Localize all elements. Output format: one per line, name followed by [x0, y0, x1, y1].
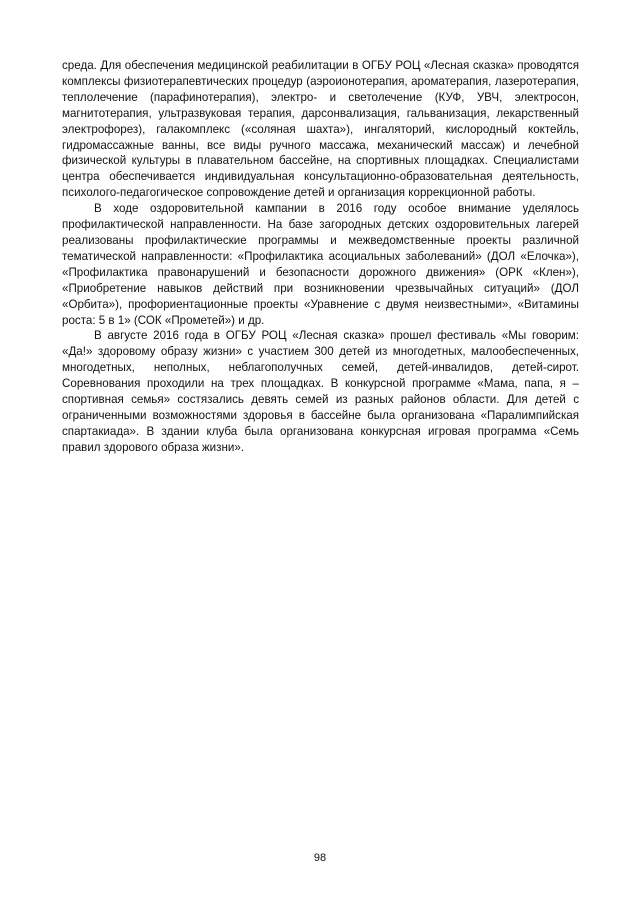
paragraph-festival: В августе 2016 года в ОГБУ РОЦ «Лесная сказка» прошел фестиваль «Мы говорим: «Да!» здоровому образу жизни» с участием 300 детей из многодетных, малообеспеченных, многодетных, неполных, неблагополучных семей, детей-инвалидов, детей-сирот. Соревнования проходили на трех площадках. В конкурсной программе «Мама, папа, я – спортивная семья» состязались девять семей из разных районов области. Для детей с ограниченными возможностями здоровья в бассейне была организована «Паралимпийская спартакиада». В здании клуба была организована конкурсная игровая программа «Семь правил здорового образа жизни».: [62, 329, 579, 454]
page-number: 98: [313, 852, 327, 864]
body-text: [62, 58, 579, 456]
paragraph-continuation: среда. Для обеспечения медицинской реабилитации в ОГБУ РОЦ «Лесная сказка» проводятся комплексы физиотерапевтических процедур (аэроионотерапия, ароматерапия, лазеротерапия, теплолечение (парафинотерапия), электро- и светолечение (КУФ, УВЧ, электросон, магнитотерапия, ультразвуковая терапия, дарсонвализация, гальванизация, лекарственный электрофорез), галакомплекс («соляная шахта»), ингаляторий, кислородный коктейль, гидромассажные ванны, все виды ручного массажа, механический массаж) и лечебной физической культуры в плавательном бассейне, на спортивных площадках. Специалистами центра обеспечивается индивидуальная консультационно-образовательная деятельность, психолого-педагогическое сопровождение детей и организация коррекционной работы.: [62, 59, 579, 200]
paragraph-prevention-campaign: В ходе оздоровительной кампании в 2016 году особое внимание уделялось профилактической направленности. На базе загородных детских оздоровительных лагерей реализованы профилактические программы и межведомственные проекты различной тематической направленности: «Профилактика асоциальных заболеваний» (ДОЛ «Елочка»), «Профилактика правонарушений и безопасности дорожного движения» (ОРК «Клен»), «Приобретение навыков действий при возникновении чрезвычайных ситуаций» (ДОЛ «Орбита»), профориентационные проекты «Уравнение с двумя неизвестными», «Витамины роста: 5 в 1» (СОК «Прометей») и др.: [62, 202, 579, 327]
